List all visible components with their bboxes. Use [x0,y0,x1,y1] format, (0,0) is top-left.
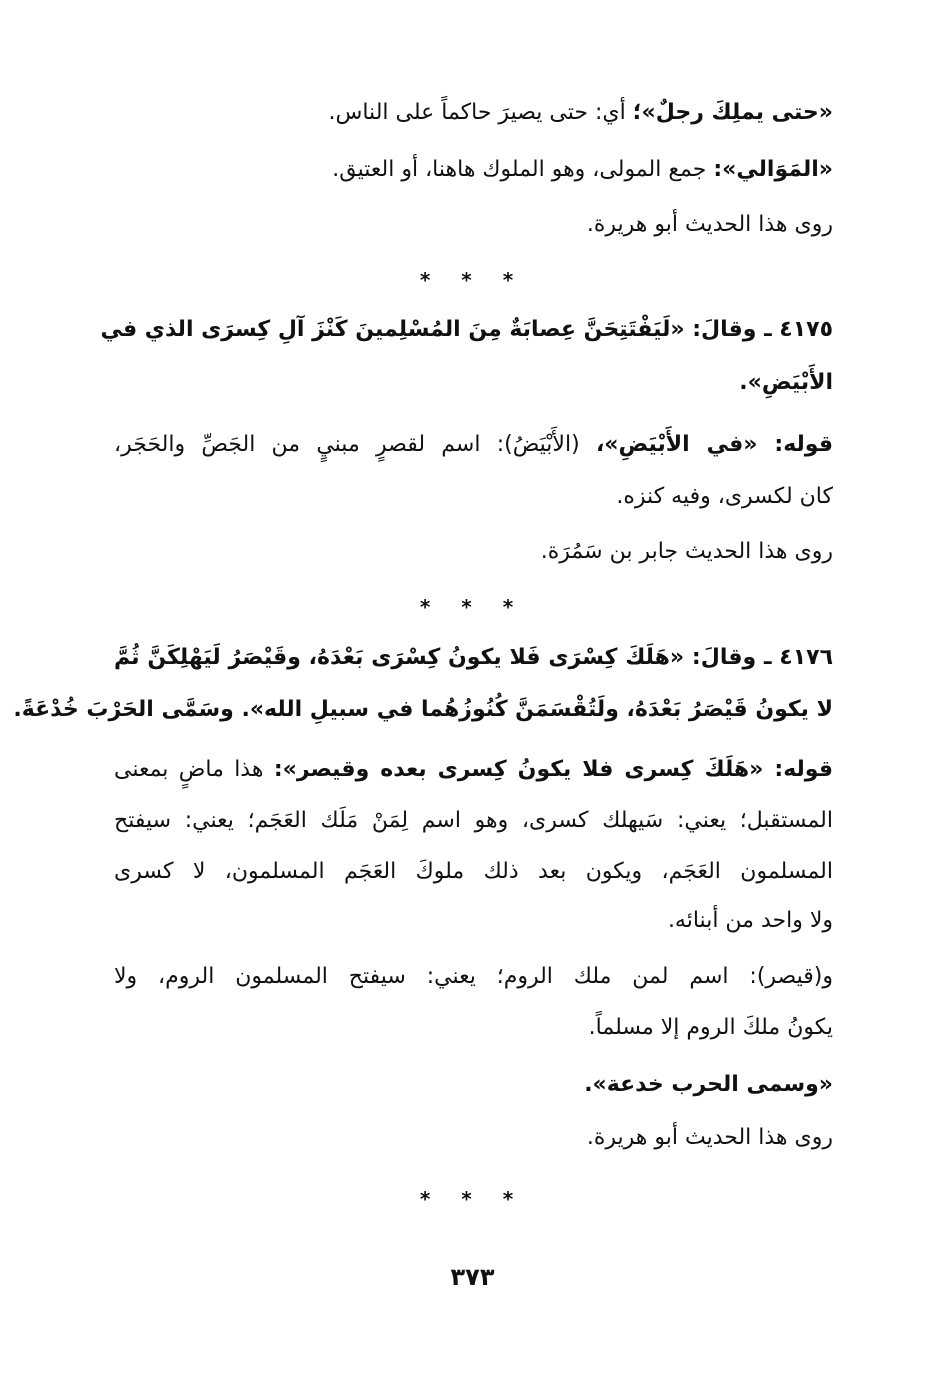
note-text: جمع المولى، وهو الملوك هاهنا، أو العتيق. [332,157,707,182]
note-term-line: «وسمى الحرب خدعة». [584,1072,833,1097]
hadith-line: لا يكونُ قَيْصَرُ بَعْدَهُ، ولَتُقْسَمَنَّ كُنُوزُهُما في سبيلِ الله». وسَمَّى الحَرْبَ خُدْعَةً. [13,697,833,722]
hadith-line: الأَبْيَضِ». [739,370,833,395]
commentary-line [114,755,833,785]
commentary-line: يكونُ ملكَ الروم إلا مسلماً. [588,1015,833,1040]
note-term: قوله: «هَلَكَ كِسرى فلا يكونُ كِسرى بعده وقيصر»: [273,757,833,782]
page-number: ٣٧٣ [450,1263,495,1291]
commentary-line: ولا واحد من أبنائه. [667,908,833,933]
commentary-line: المستقبل؛ يعني: سَيهلك كسرى، وهو اسم لِمَنْ مَلَك العَجَم؛ يعني: سيفتح [114,808,833,833]
note-text: (الأَبْيَضُ): اسم لقصرٍ مبنيٍ من الجَصِّ والحَجَر، [114,432,580,457]
hadith-line: ٤١٧٦ ـ وقالَ: «هَلَكَ كِسْرَى فَلا يكونُ كِسْرَى بَعْدَهُ، وقَيْصَرُ لَيَهْلِكَنَّ ثُمَّ [114,645,833,670]
commentary-line [114,430,833,460]
section-separator: * * * [419,1187,526,1211]
section-separator: * * * [419,268,526,292]
note-line [329,98,834,128]
section-separator: * * * [419,595,526,619]
commentary-line: كان لكسرى، وفيه كنزه. [616,484,833,509]
note-term: «حتى يملِكَ رجلٌ»؛ [632,100,833,125]
narrator-line: روى هذا الحديث أبو هريرة. [586,212,833,237]
commentary-line: المسلمون العَجَم، ويكون بعد ذلك ملوكَ العَجَم المسلمون، لا كسرى [114,859,833,884]
note-text: هذا ماضٍ بمعنى [114,757,264,782]
commentary-line: و(قيصر): اسم لمن ملك الروم؛ يعني: سيفتح المسلمون الروم، ولا [114,964,833,989]
narrator-line: روى هذا الحديث جابر بن سَمُرَة. [540,539,833,564]
note-term: «المَوَالي»: [713,157,833,182]
note-line [332,155,833,185]
hadith-line: ٤١٧٥ ـ وقالَ: «لَيَفْتَتِحَنَّ عِصابَةٌ مِنَ المُسْلِمينَ كَنْزَ آلِ كِسرَى الذي في [100,317,833,342]
note-term: قوله: «في الأَبْيَضِ»، [595,432,833,457]
note-text: أي: حتى يصيرَ حاكماً على الناس. [328,100,626,125]
narrator-line: روى هذا الحديث أبو هريرة. [586,1125,833,1150]
